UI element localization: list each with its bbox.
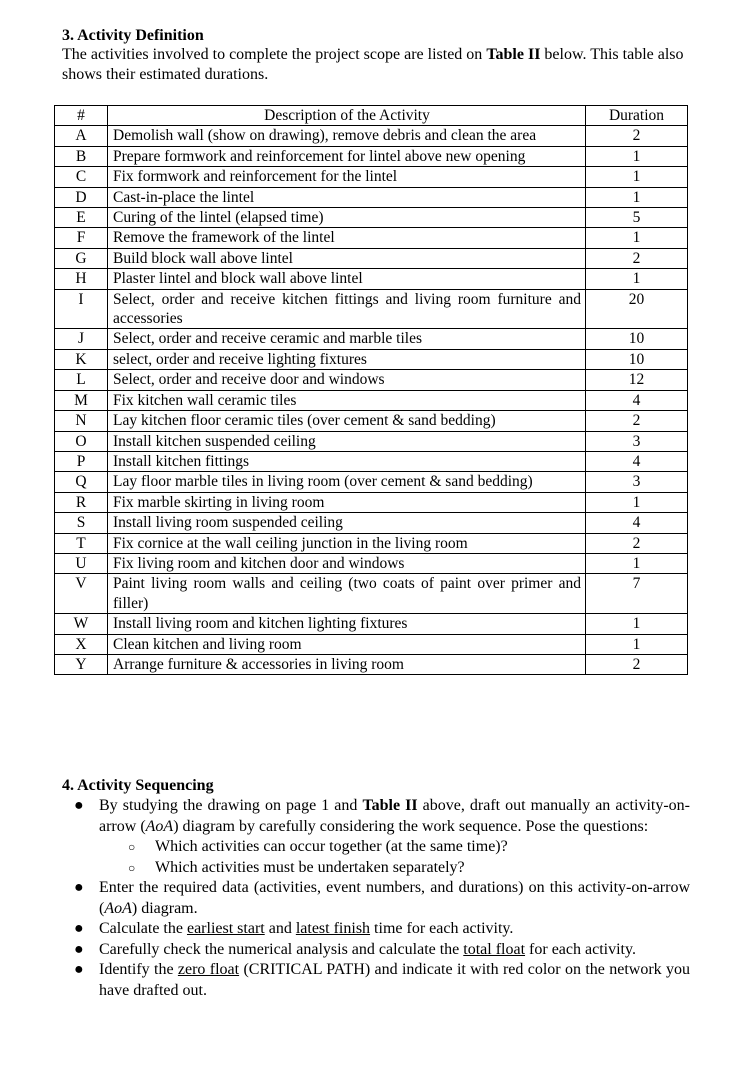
- activity-duration: 1: [586, 269, 688, 289]
- activity-description: Lay kitchen floor ceramic tiles (over cement & sand bedding): [108, 411, 586, 431]
- activity-description: Fix kitchen wall ceramic tiles: [108, 390, 586, 410]
- activity-duration: 1: [586, 492, 688, 512]
- activity-description: Select, order and receive ceramic and marble tiles: [108, 329, 586, 349]
- section-3-intro: [62, 45, 692, 85]
- bullet-text: Enter the required data (activities, event numbers, and durations) on this activity-on-arrow (: [99, 879, 690, 917]
- activity-duration: 2: [586, 248, 688, 268]
- bullet-dot-icon: ●: [74, 797, 84, 814]
- activity-description: Install kitchen fittings: [108, 451, 586, 471]
- sub-bullet-item: [99, 858, 690, 879]
- header-id: #: [55, 106, 108, 126]
- activity-id: J: [55, 329, 108, 349]
- table-row: [55, 431, 688, 451]
- table-header-row: [55, 106, 688, 126]
- activity-id: D: [55, 187, 108, 207]
- activity-id: V: [55, 574, 108, 614]
- table-row: [55, 634, 688, 654]
- table-row: [55, 574, 688, 614]
- activity-id: H: [55, 269, 108, 289]
- activity-id: Y: [55, 654, 108, 674]
- activity-description: select, order and receive lighting fixtures: [108, 349, 586, 369]
- activity-id: E: [55, 208, 108, 228]
- activity-duration: 1: [586, 614, 688, 634]
- activity-duration: 2: [586, 126, 688, 146]
- activity-description: Select, order and receive door and windows: [108, 370, 586, 390]
- activity-id: U: [55, 553, 108, 573]
- table-row: [55, 208, 688, 228]
- sequencing-bullets: [62, 796, 690, 1001]
- activity-duration: 1: [586, 167, 688, 187]
- activity-id: C: [55, 167, 108, 187]
- activity-description: Remove the framework of the lintel: [108, 228, 586, 248]
- table-row: [55, 614, 688, 634]
- activity-id: G: [55, 248, 108, 268]
- activity-duration: 2: [586, 654, 688, 674]
- underlined-term: earliest start: [186, 920, 265, 937]
- section-4-title: 4. Activity Sequencing: [62, 777, 214, 794]
- bullet-text: ) diagram by carefully considering the work sequence. Pose the questions:: [173, 817, 649, 835]
- activity-id: O: [55, 431, 108, 451]
- bullet-text: Calculate the: [99, 920, 187, 937]
- activity-duration: 3: [586, 431, 688, 451]
- bullet-text: and: [264, 920, 296, 937]
- bullet-text: time for each activity.: [370, 920, 514, 937]
- activity-description: Fix cornice at the wall ceiling junction in the living room: [108, 533, 586, 553]
- activity-duration: 12: [586, 370, 688, 390]
- activity-duration: 7: [586, 574, 688, 614]
- table-row: [55, 126, 688, 146]
- activity-duration: 4: [586, 390, 688, 410]
- activity-description: Build block wall above lintel: [108, 248, 586, 268]
- header-duration: Duration: [586, 106, 688, 126]
- table-row: [55, 492, 688, 512]
- activity-duration: 3: [586, 472, 688, 492]
- table-ref: Table II: [362, 797, 418, 814]
- activity-id: A: [55, 126, 108, 146]
- activity-description: Demolish wall (show on drawing), remove debris and clean the area: [108, 126, 586, 146]
- activity-duration: 1: [586, 634, 688, 654]
- table-row: [55, 472, 688, 492]
- activity-id: Q: [55, 472, 108, 492]
- intro-table-ref: Table II: [486, 46, 541, 63]
- bullet-dot-icon: ●: [74, 879, 84, 896]
- table-row: [55, 411, 688, 431]
- underlined-term: latest finish: [295, 920, 371, 937]
- activity-description: Install kitchen suspended ceiling: [108, 431, 586, 451]
- table-row: [55, 248, 688, 268]
- activity-id: S: [55, 513, 108, 533]
- bullet-item: [62, 960, 690, 1001]
- activity-table: [54, 105, 688, 675]
- activity-id: K: [55, 349, 108, 369]
- bullet-dot-icon: ●: [74, 920, 84, 937]
- activity-duration: 1: [586, 553, 688, 573]
- activity-duration: 1: [586, 228, 688, 248]
- underlined-term: total float: [463, 940, 526, 958]
- activity-id: B: [55, 146, 108, 166]
- bullet-dot-icon: ●: [74, 961, 84, 978]
- sub-bullet-item: [99, 837, 690, 858]
- bullet-text: above, draft out manually an activity-on-arrow (: [99, 797, 690, 835]
- table-row: [55, 146, 688, 166]
- table-row: [55, 533, 688, 553]
- sub-bullets: [99, 837, 690, 878]
- bullet-text: By studying the drawing on page 1 and: [99, 797, 363, 814]
- activity-duration: 2: [586, 411, 688, 431]
- activity-duration: 20: [586, 289, 688, 329]
- activity-duration: 1: [586, 187, 688, 207]
- activity-id: R: [55, 492, 108, 512]
- bullet-item: [62, 940, 690, 961]
- activity-id: N: [55, 411, 108, 431]
- circle-bullet-icon: ○: [128, 860, 136, 875]
- activity-description: Fix marble skirting in living room: [108, 492, 586, 512]
- table-row: [55, 167, 688, 187]
- activity-id: L: [55, 370, 108, 390]
- section-3-title: 3. Activity Definition: [62, 27, 204, 44]
- table-row: [55, 269, 688, 289]
- underlined-term: zero float: [177, 961, 240, 978]
- aoa-abbr: AoA: [145, 817, 174, 835]
- table-row: [55, 289, 688, 329]
- activity-duration: 10: [586, 349, 688, 369]
- table-row: [55, 370, 688, 390]
- table-row: [55, 329, 688, 349]
- bullet-text: Carefully check the numerical analysis and calculate the: [99, 940, 464, 958]
- circle-bullet-icon: ○: [128, 840, 136, 854]
- table-row: [55, 390, 688, 410]
- activity-id: F: [55, 228, 108, 248]
- activity-description: Cast-in-place the lintel: [108, 187, 586, 207]
- activity-description: Paint living room walls and ceiling (two coats of paint over primer and filler): [108, 574, 586, 614]
- bullet-text: ) diagram.: [131, 899, 198, 917]
- intro-text-2: below. This table also shows their estimated durations.: [62, 46, 684, 83]
- activity-duration: 4: [586, 513, 688, 533]
- aoa-abbr: AoA: [104, 899, 132, 917]
- table-row: [55, 187, 688, 207]
- activity-description: Clean kitchen and living room: [108, 634, 586, 654]
- activity-description: Install living room and kitchen lighting fixtures: [108, 614, 586, 634]
- activity-duration: 1: [586, 146, 688, 166]
- table-row: [55, 654, 688, 674]
- bullet-dot-icon: ●: [74, 940, 84, 958]
- table-row: [55, 513, 688, 533]
- activity-duration: 10: [586, 329, 688, 349]
- intro-text-1: The activities involved to complete the project scope are listed on: [62, 46, 487, 63]
- bullet-text: Identify the: [99, 961, 178, 978]
- activity-id: X: [55, 634, 108, 654]
- bullet-item: [62, 919, 690, 940]
- sub-bullet-text: Which activities can occur together (at the same time)?: [155, 838, 508, 855]
- activity-description: Select, order and receive kitchen fittings and living room furniture and accessories: [108, 289, 586, 329]
- activity-id: M: [55, 390, 108, 410]
- activity-description: Curing of the lintel (elapsed time): [108, 208, 586, 228]
- table-row: [55, 349, 688, 369]
- activity-description: Prepare formwork and reinforcement for lintel above new opening: [108, 146, 586, 166]
- activity-id: T: [55, 533, 108, 553]
- activity-id: W: [55, 614, 108, 634]
- bullet-text: for each activity.: [525, 940, 636, 958]
- activity-description: Lay floor marble tiles in living room (over cement & sand bedding): [108, 472, 586, 492]
- activity-duration: 2: [586, 533, 688, 553]
- bullet-item: [62, 878, 690, 919]
- bullet-item: [62, 796, 690, 878]
- header-description: Description of the Activity: [108, 106, 586, 126]
- activity-duration: 4: [586, 451, 688, 471]
- table-row: [55, 451, 688, 471]
- activity-description: Fix formwork and reinforcement for the lintel: [108, 167, 586, 187]
- activity-description: Plaster lintel and block wall above lintel: [108, 269, 586, 289]
- activity-description: Arrange furniture & accessories in living room: [108, 654, 586, 674]
- sub-bullet-text: Which activities must be undertaken separately?: [155, 858, 465, 876]
- table-row: [55, 228, 688, 248]
- table-row: [55, 553, 688, 573]
- activity-description: Install living room suspended ceiling: [108, 513, 586, 533]
- activity-id: I: [55, 289, 108, 329]
- bullet-text: (CRITICAL PATH) and indicate it with red color on the network you have drafted out.: [99, 961, 690, 999]
- activity-description: Fix living room and kitchen door and windows: [108, 553, 586, 573]
- activity-id: P: [55, 451, 108, 471]
- activity-duration: 5: [586, 208, 688, 228]
